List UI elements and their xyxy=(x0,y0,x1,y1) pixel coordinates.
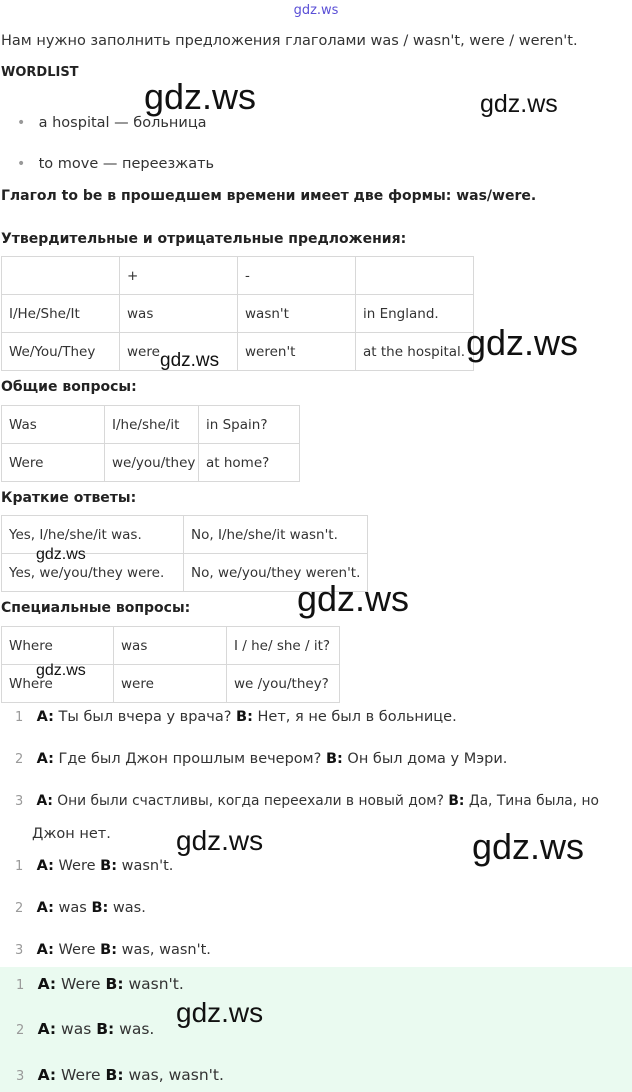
watermark: gdz.ws xyxy=(160,350,220,371)
line-b: Он был дома у Мэри. xyxy=(342,751,508,767)
item-number: 3 xyxy=(16,1069,25,1084)
answer-a: Were xyxy=(53,858,101,874)
item-number: 3 xyxy=(15,943,24,958)
answer-b: was, wasn't. xyxy=(117,942,211,958)
item-number: 2 xyxy=(15,752,24,767)
watermark: gdz.ws xyxy=(480,90,558,118)
answer-b: was, wasn't. xyxy=(123,1066,224,1084)
line-a: Они были счастливы, когда переехали в новый дом? xyxy=(52,793,449,809)
table-row xyxy=(2,627,340,665)
answer-b: was. xyxy=(114,1020,155,1038)
list-item xyxy=(16,1066,224,1084)
table-cell: was xyxy=(120,295,238,333)
table-cell: we/you/they xyxy=(105,444,199,482)
list-item xyxy=(16,1020,154,1038)
wordlist-item-text: to move — переезжать xyxy=(38,156,215,172)
item-number: 1 xyxy=(15,859,24,874)
table-cell: - xyxy=(238,257,356,295)
table-cell: Were xyxy=(2,444,105,482)
list-item xyxy=(15,751,507,767)
speaker-a: A: xyxy=(36,858,54,874)
line-b: Да, Тина была, но xyxy=(464,793,599,809)
section-heading-special: Специальные вопросы: xyxy=(1,600,191,616)
table-cell: was xyxy=(114,627,227,665)
table-row xyxy=(2,333,474,371)
watermark: gdz.ws xyxy=(144,76,257,117)
answer-a: was xyxy=(53,900,92,916)
answer-a: Were xyxy=(56,1066,106,1084)
speaker-a: A: xyxy=(36,709,54,725)
table-cell: Was xyxy=(2,406,105,444)
speaker-a: A: xyxy=(36,751,54,767)
item-number: 2 xyxy=(15,901,24,916)
bullet-icon: • xyxy=(17,115,26,131)
answer-b: was. xyxy=(108,900,146,916)
watermark: gdz.ws xyxy=(472,826,585,867)
line-a: Где был Джон прошлым вечером? xyxy=(53,751,326,767)
watermark: gdz.ws xyxy=(297,578,410,619)
list-item xyxy=(15,900,146,916)
answer-b: wasn't. xyxy=(117,858,174,874)
list-item xyxy=(15,709,457,725)
list-item xyxy=(15,858,173,874)
rule-text: Глагол to be в прошедшем времени имеет две формы: was/were. xyxy=(1,188,537,204)
table-row xyxy=(2,257,474,295)
speaker-b: B: xyxy=(100,942,117,958)
wordlist-item-text: a hospital — больница xyxy=(38,115,207,131)
line-a: Ты был вчера у врача? xyxy=(53,709,237,725)
section-heading-short: Краткие ответы: xyxy=(1,490,137,506)
table-row xyxy=(2,444,300,482)
table-cell xyxy=(356,257,474,295)
table-cell: I/he/she/it xyxy=(105,406,199,444)
line-b: Нет, я не был в больнице. xyxy=(252,709,457,725)
item-number: 2 xyxy=(16,1023,25,1038)
speaker-b: B: xyxy=(236,709,253,725)
speaker-b: B: xyxy=(100,858,117,874)
table-cell: We/You/They xyxy=(2,333,120,371)
table-cell: at the hospital. xyxy=(356,333,474,371)
table-cell: wasn't xyxy=(238,295,356,333)
speaker-a: A: xyxy=(37,1066,57,1084)
section-heading-affirmative: Утвердительные и отрицательные предложения: xyxy=(1,231,407,247)
watermark: gdz.ws xyxy=(36,546,86,563)
watermark: gdz.ws xyxy=(176,997,264,1028)
answer-a: Were xyxy=(56,975,106,993)
table-cell: I / he/ she / it? xyxy=(227,627,340,665)
section-heading-general: Общие вопросы: xyxy=(1,379,137,395)
table-cell: Yes, we/you/they were. xyxy=(2,554,184,592)
wordlist-heading: WORDLIST xyxy=(1,65,79,80)
site-mark[interactable]: gdz.ws xyxy=(293,3,339,18)
speaker-a: A: xyxy=(37,1020,57,1038)
table-affirmative xyxy=(1,256,474,371)
table-cell: in Spain? xyxy=(199,406,300,444)
watermark: gdz.ws xyxy=(466,322,579,363)
speaker-a: A: xyxy=(36,900,54,916)
item-number: 3 xyxy=(15,794,24,809)
bullet-icon: • xyxy=(17,156,26,172)
table-cell: Where xyxy=(2,627,114,665)
table-cell: were xyxy=(114,665,227,703)
table-cell: we /you/they? xyxy=(227,665,340,703)
answer-a: Were xyxy=(53,942,101,958)
speaker-a: A: xyxy=(36,793,53,809)
answer-b: wasn't. xyxy=(123,975,184,993)
table-cell: Where xyxy=(2,665,114,703)
speaker-a: A: xyxy=(37,975,57,993)
table-cell: + xyxy=(120,257,238,295)
table-general-questions xyxy=(1,405,300,482)
line-continuation: Джон нет. xyxy=(32,826,111,842)
speaker-a: A: xyxy=(36,942,54,958)
speaker-b: B: xyxy=(325,751,343,767)
speaker-b: B: xyxy=(96,1020,115,1038)
wordlist-item xyxy=(17,156,214,172)
table-cell: No, I/he/she/it wasn't. xyxy=(184,516,368,554)
table-cell: were xyxy=(120,333,238,371)
table-cell xyxy=(2,257,120,295)
table-cell: in England. xyxy=(356,295,474,333)
item-number: 1 xyxy=(16,978,25,993)
list-item xyxy=(15,942,211,958)
list-item xyxy=(16,975,184,993)
table-cell: weren't xyxy=(238,333,356,371)
answer-a: was xyxy=(56,1020,97,1038)
item-number: 1 xyxy=(15,710,24,725)
speaker-b: B: xyxy=(448,793,465,809)
table-cell: Yes, I/he/she/it was. xyxy=(2,516,184,554)
speaker-b: B: xyxy=(105,1066,124,1084)
speaker-b: B: xyxy=(91,900,109,916)
speaker-b: B: xyxy=(105,975,124,993)
table-cell: at home? xyxy=(199,444,300,482)
watermark: gdz.ws xyxy=(176,825,264,856)
table-row xyxy=(2,406,300,444)
list-item xyxy=(15,793,599,809)
table-cell: No, we/you/they weren't. xyxy=(184,554,368,592)
table-row xyxy=(2,295,474,333)
table-cell: I/He/She/It xyxy=(2,295,120,333)
intro-text: Нам нужно заполнить предложения глаголами was / wasn't, were / weren't. xyxy=(1,33,578,49)
watermark: gdz.ws xyxy=(36,662,86,679)
